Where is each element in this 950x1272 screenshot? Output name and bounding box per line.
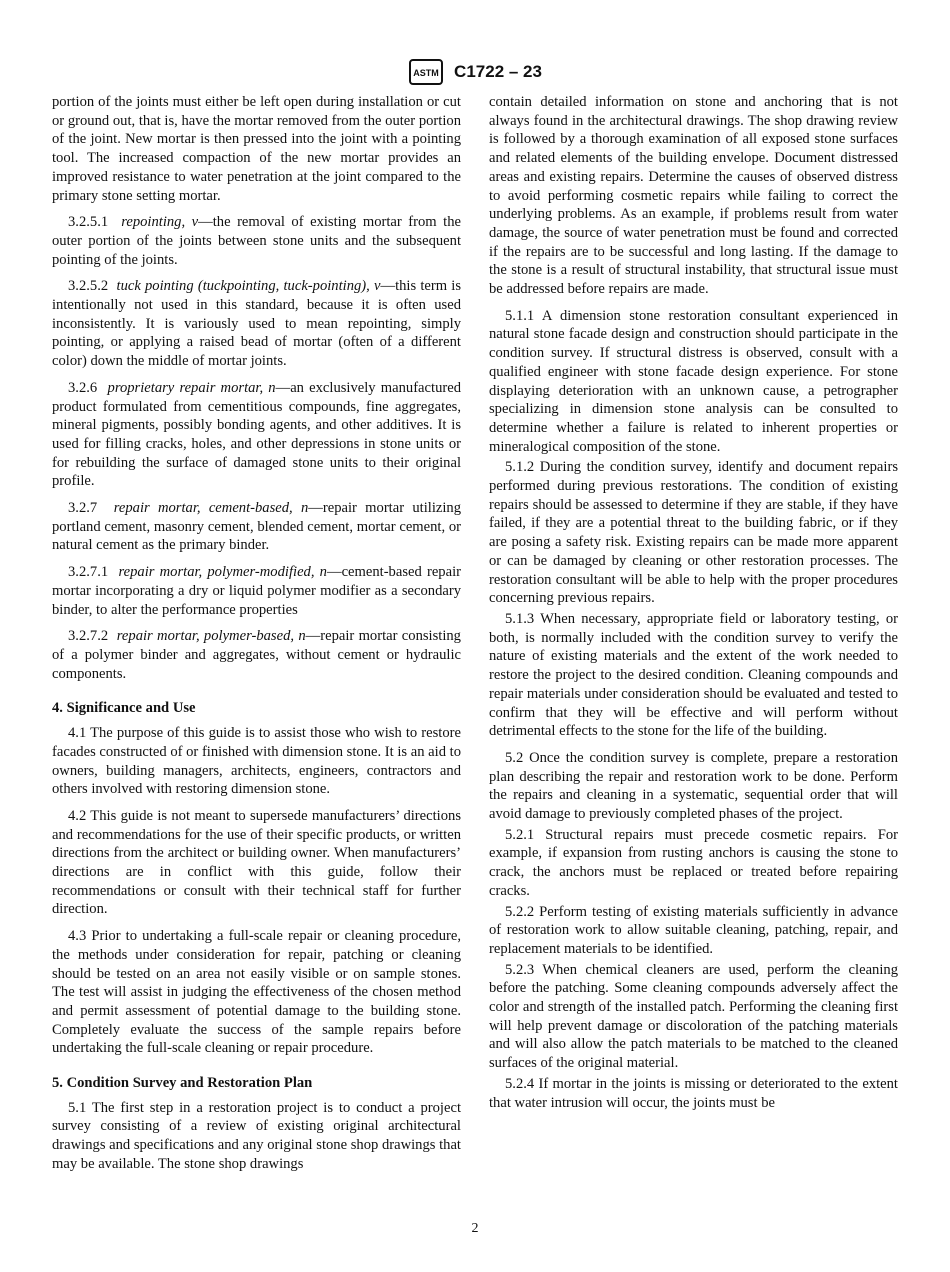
paragraph-5-2-2: 5.2.2 Perform testing of existing materials sufficiently in advance of restoration work to allow suitable cleaning, patching, repair, and replacement materials to be identified. (489, 903, 898, 957)
paragraph-4-1: 4.1 The purpose of this guide is to assist those who wish to restore facades constructed of or finished with dimension stone. It is an aid to owners, building managers, architects, engineers, contractors and others involved with restoring dimension stone. (52, 725, 461, 798)
left-column (52, 93, 461, 1182)
definition-3-2-7-2: 3.2.7.2 repair mortar, polymer-based, n—repair mortar consisting of a polymer binder and aggregates, without cement or hydraulic components. (52, 628, 461, 682)
definition-3-2-7: 3.2.7 repair mortar, cement-based, n—repair mortar utilizing portland cement, masonry cement, blended cement, mortar cement, or natural cement as the primary binder. (52, 500, 461, 554)
paragraph-5-2-3: 5.2.3 When chemical cleaners are used, perform the cleaning before the patching. Some cleaning compounds adversely affect the color and strength of the installed patch. Performing the cleaning first will help prevent damage or discoloration of the patching materials and will also allow the patch materials to be matched to the cleaned surfaces of the original material. (489, 961, 898, 1072)
paragraph-5-1: 5.1 The first step in a restoration project is to conduct a project survey consisting of a review of existing original architectural drawings and specifications and any original stone shop drawings that may be available. The stone shop drawings (52, 1099, 461, 1172)
definition-3-2-5-1: 3.2.5.1 repointing, v—the removal of existing mortar from the outer portion of the joints between stone units and the subsequent pointing of the joints. (52, 214, 461, 268)
section-4-heading: 4. Significance and Use (52, 700, 196, 717)
paragraph-4-2: 4.2 This guide is not meant to supersede manufacturers’ directions and recommendations for the use of their specific products, or written directions from the architect or building owner. When manufacturers’ directions are in conflict with this guide, follow their recommendations or consult with their technical staff for further direction. (52, 807, 461, 918)
paragraph-5-1-2: 5.1.2 During the condition survey, identify and document repairs performed during previous restorations. The condition of existing repairs should be assessed to determine if they are stable, if they have failed, if they are a potential threat to the building fabric, or if they are posing a safety risk. Existing repairs can be made more apparent or can be damaged by cleaning or other restoration processes. The restoration consultant will be able to help with the proper procedures concerning previous repairs. (489, 459, 898, 607)
right-column (489, 93, 898, 1114)
paragraph-5-2-4: 5.2.4 If mortar in the joints is missing or deteriorated to the extent that water intrusion will occur, the joints must be (489, 1075, 898, 1111)
definition-3-2-6: 3.2.6 proprietary repair mortar, n—an exclusively manufactured product formulated from cementitious compounds, fine aggregates, mineral pigments, possibly bonding agents, and other additives. It is used for filling cracks, holes, and other depressions in stone units or for rebuilding the surface of damaged stone units to their original profile. (52, 379, 462, 490)
astm-logo-icon (408, 58, 444, 86)
paragraph-5-2-1: 5.2.1 Structural repairs must precede cosmetic repairs. For example, if expansion from rusting anchors is causing the stone to crack, the anchors must be replaced or treated before repairing cracks. (489, 826, 898, 899)
definition-3-2-7-1: 3.2.7.1 repair mortar, polymer-modified, n—cement-based repair mortar incorporating a dry or liquid polymer modifier as a secondary binder, to alter the performance properties (52, 564, 461, 618)
paragraph-5-2: 5.2 Once the condition survey is complete, prepare a restoration plan describing the repair and restoration work to be done. Perform the repairs and cleaning in a systematic, sequential order that will avoid damage to previously completed phases of the project. (489, 749, 898, 823)
standard-designation: C1722 – 23 (454, 62, 542, 81)
intro-paragraph: portion of the joints must either be left open during installation or cut or ground out, that is, have the mortar removed from the outer portion of the joint. New mortar is then pressed into the joint with a pointing tool. The increased compaction of the new mortar provides an improved resistance to water penetration at the joint compared to the primary stone setting mortar. (52, 94, 461, 204)
paragraph-4-3: 4.3 Prior to undertaking a full-scale repair or cleaning procedure, the methods under consideration for repair, patching or cleaning should be tested on an area not easily visible or on sample stones. The test will assist in judging the effectiveness of the chosen method and permit assessment of potential damage to the building stone. Completely evaluate the success of the sample repairs before undertaking the full-scale cleaning or repair procedure. (52, 928, 461, 1057)
page-header (0, 58, 950, 82)
page-number: 2 (471, 1221, 479, 1236)
astm-logo-text: ASTM (413, 68, 439, 78)
section-5-heading: 5. Condition Survey and Restoration Plan (52, 1075, 313, 1092)
paragraph-5-1-1: 5.1.1 A dimension stone restoration consultant experienced in natural stone facade design and construction should participate in the condition survey. If structural distress is observed, consult with a qualified engineer with stone facade design experience. For stone displaying deterioration with an unknown cause, a petrographer specializing in dimension stone analysis can be consulted to determine whether a failure is related to inherent properties or mineralogical composition of the stone. (489, 307, 898, 455)
paragraph-5-1-3: 5.1.3 When necessary, appropriate field or laboratory testing, or both, is normally included with the condition survey to verify the nature of existing materials and the extent of the work needed to restore the project to the desired condition. Cleaning compounds and repair materials under consideration should be evaluated and tested to confirm that they will be effective and will perform without detrimental effects to the stone for the life of the building. (489, 610, 898, 740)
continuation-paragraph: contain detailed information on stone and anchoring that is not always found in the architectural drawings. The shop drawing review is followed by a thorough examination of all exposed stone surfaces and related elements of the building envelope. Document distressed areas and existing repairs. Determine the causes of observed distress to avoid performing cosmetic repairs while failing to correct the underlying problems. As an example, if problems result from water damage, the source of water penetration must be found and corrected if the repairs are to be successful and long lasting. If the damage to the stone is a result of structural instability, that structural issue must be addressed before repairs are made. (489, 94, 898, 298)
definition-3-2-5-2: 3.2.5.2 tuck pointing (tuckpointing, tuck-pointing), v—this term is intentionally not used in this standard, because it is often used inconsistently. It is variously used to mean repointing, simply pointing, or applying a raised bead of mortar (often of a different color) down the middle of mortar joints. (52, 278, 461, 370)
